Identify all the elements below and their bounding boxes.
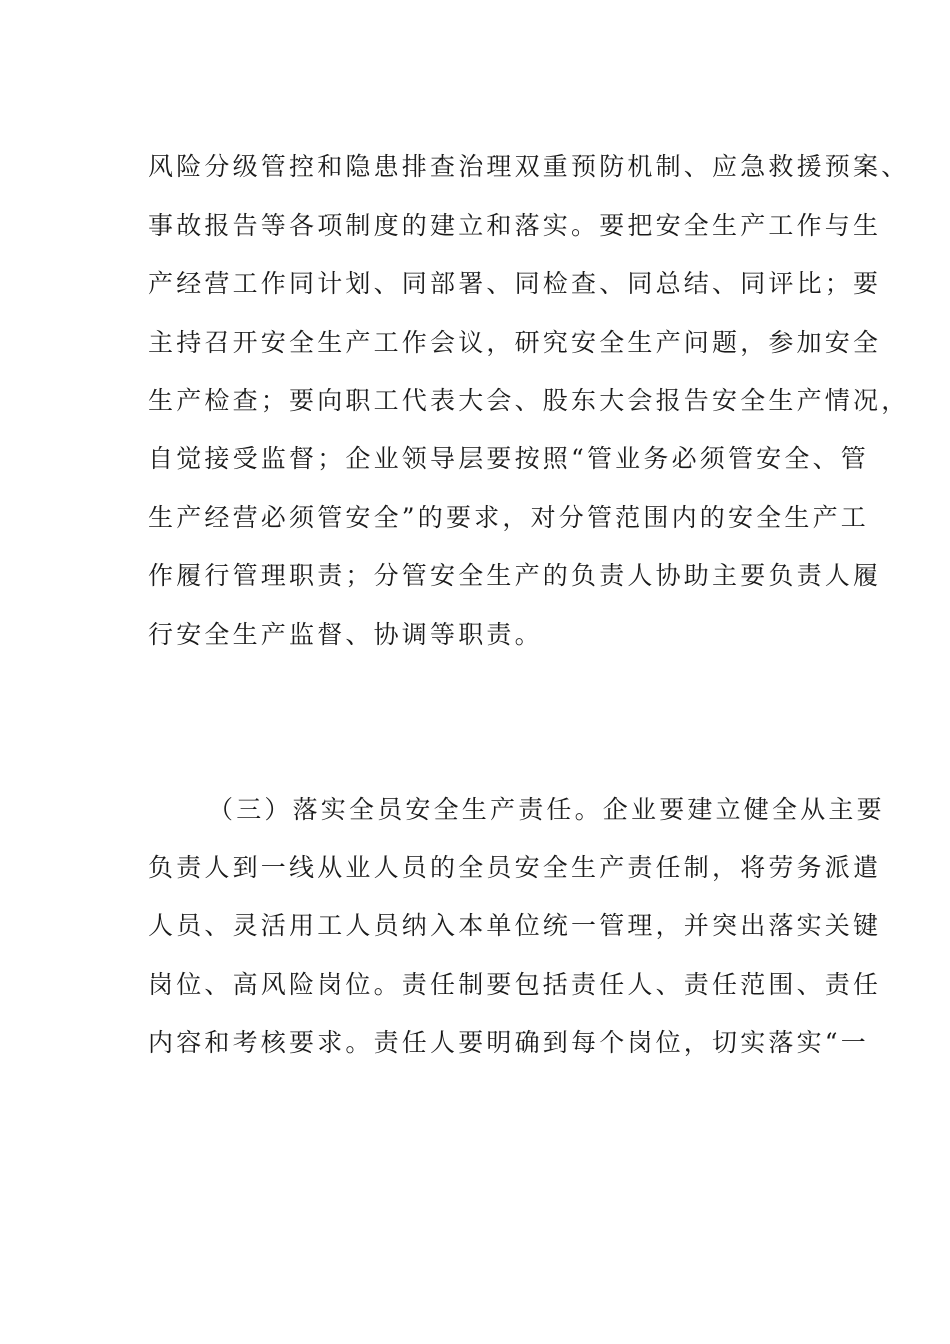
paragraph-1-line: 主持召开安全生产工作会议，研究安全生产问题，参加安全 — [148, 328, 882, 357]
paragraph-2-line: （三）落实全员安全生产责任。企业要建立健全从主要 — [208, 795, 885, 824]
paragraph-2-line: 岗位、高风险岗位。责任制要包括责任人、责任范围、责任 — [148, 970, 882, 999]
paragraph-1-line: 生产经营必须管安全”的要求，对分管范围内的安全生产工 — [148, 503, 869, 532]
paragraph-1-line: 事故报告等各项制度的建立和落实。要把安全生产工作与生 — [148, 211, 882, 240]
paragraph-1-line: 生产检查；要向职工代表大会、股东大会报告安全生产情况， — [148, 386, 910, 415]
paragraph-2-line: 人员、灵活用工人员纳入本单位统一管理，并突出落实关键 — [148, 911, 882, 940]
paragraph-1-line: 产经营工作同计划、同部署、同检查、同总结、同评比；要 — [148, 269, 882, 298]
paragraph-1-line: 自觉接受监督；企业领导层要按照“管业务必须管安全、管 — [148, 444, 869, 473]
paragraph-1-line: 风险分级管控和隐患排查治理双重预防机制、应急救援预案、 — [148, 152, 910, 181]
paragraph-2-line: 负责人到一线从业人员的全员安全生产责任制，将劳务派遣 — [148, 853, 882, 882]
paragraph-1-line: 作履行管理职责；分管安全生产的负责人协助主要负责人履 — [148, 561, 882, 590]
paragraph-1-line: 行安全生产监督、协调等职责。 — [148, 620, 543, 649]
paragraph-2-line: 内容和考核要求。责任人要明确到每个岗位，切实落实“一 — [148, 1028, 869, 1057]
